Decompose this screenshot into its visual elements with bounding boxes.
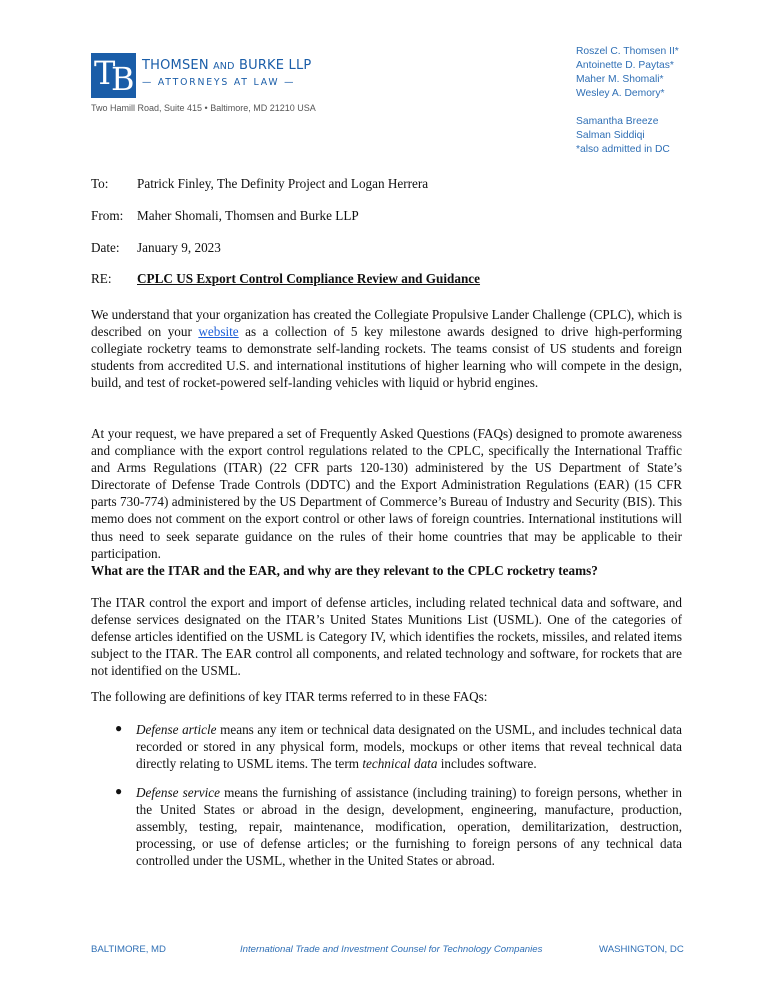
dc-admission-note: *also admitted in DC [576,144,670,155]
defense-article-definition [136,721,682,772]
logo-letter-t: T [94,54,116,92]
firm-tagline: — ATTORNEYS AT LAW — [142,77,296,88]
firm-address: Two Hamill Road, Suite 415 • Baltimore, MD 21210 USA [91,103,316,113]
memo-date-line [91,240,221,256]
attorney-name: Maher M. Shomali* [576,74,664,85]
memo-to-line [91,176,428,192]
bullet-marker: ● [115,721,123,735]
memo-date-value: January 9, 2023 [137,240,221,255]
faq-heading: What are the ITAR and the EAR, and why are they relevant to the CPLC rocketry teams? [91,563,598,578]
technical-data-term: technical data [362,756,438,772]
memo-to-value: Patrick Finley, The Definity Project and Logan Herrera [137,176,429,191]
firm-name-part1: THOMSEN [142,58,209,73]
footer-tagline: International Trade and Investment Counsel for Technology Companies [240,944,543,955]
scope-paragraph: At your request, we have prepared a set of Frequently Asked Questions (FAQs) designed to promote awareness and compliance with the export control regulations related to the CPLC, specifically the International Traffic and Arms Regulations (ITAR) (22 CFR parts 120-130) administered by the US Department of State’s Directorate of Defense Trade Controls (DDTC) and the Export Administration Regulations (EAR) (15 CFR parts 730-774) administered by the US Department of Commerce’s Bureau of Industry and Security (BIS). This memo does not comment on the export control or other laws of foreign countries. International institutions will thus need to seek separate guidance on the rules of their home countries that may be applicable to their participation. [91,426,682,561]
defense-service-term: Defense service [136,785,220,800]
firm-name [142,58,311,73]
firm-logo [91,53,136,98]
intro-paragraph [91,306,682,391]
attorney-name: Samantha Breeze [576,116,659,127]
website-link[interactable]: website [198,324,239,340]
memo-date-label: Date: [91,240,120,255]
memo-from-value: Maher Shomali, Thomsen and Burke LLP [137,208,359,223]
intro-text-2: as a collection of 5 key milestone awards designed to drive high-performing collegiate rocketry teams to demonstrate self-landing rockets. The teams consist of US students and foreign students from accredited U.S. and international institutions of higher learning who will compete in the design, build, and test of rocket-powered self-landing vehicles with liquid or hybrid engines. [91,324,682,391]
attorney-list-spacer [576,101,679,115]
attorney-name: Salman Siddiqi [576,130,645,141]
defense-article-term: Defense article [136,722,217,737]
memo-re-line [91,271,480,287]
firm-name-and: AND [213,61,235,72]
definitions-intro: The following are definitions of key ITAR terms referred to in these FAQs: [91,689,488,704]
logo-letter-b: B [111,60,135,98]
memo-to-label: To: [91,176,109,191]
footer-right: WASHINGTON, DC [599,944,684,955]
defense-service-text: means the furnishing of assistance (including training) to foreign persons, whether in the United States or abroad in the design, development, engineering, manufacture, production, assembly, testing, repair, maintenance, modification, operation, demilitarization, destruction, processing, or use of defense articles; or the furnishing to foreign persons of any technical data controlled under the USML, whether in the United States or abroad. [136,785,682,869]
defense-article-end: includes software. [437,756,537,772]
memo-from-line [91,208,359,224]
memo-re-label: RE: [91,271,112,286]
firm-name-part2: BURKE LLP [238,58,312,73]
bullet-marker: ● [115,784,123,798]
attorney-name: Antoinette D. Paytas* [576,60,674,71]
attorney-name: Roszel C. Thomsen II* [576,46,679,57]
memo-from-label: From: [91,208,124,223]
itar-ear-paragraph: The ITAR control the export and import of defense articles, including related technical data and software, and defense services designated on the ITAR’s United States Munitions List (USML). One of the categories of defense articles identified on the USML is Category IV, which identifies the rockets, missiles, and related items subject to the ITAR. The EAR control all components, and related technology and software, for rockets that are not identified on the USML. [91,595,682,679]
intro-text-1: We understand that your organization has created the Collegiate Propulsive Lander Challenge (CPLC), which is described on your [91,307,682,340]
attorney-list [576,45,679,157]
attorney-name: Wesley A. Demory* [576,88,665,99]
memo-subject: CPLC US Export Control Compliance Review and Guidance [137,271,481,286]
defense-article-text: means any item or technical data designated on the USML, and includes technical data recorded or stored in any physical form, models, mockups or other items that reveal technical data directly relating to USML items. The term [136,722,682,772]
defense-service-definition [136,784,682,869]
footer-left: BALTIMORE, MD [91,944,166,955]
